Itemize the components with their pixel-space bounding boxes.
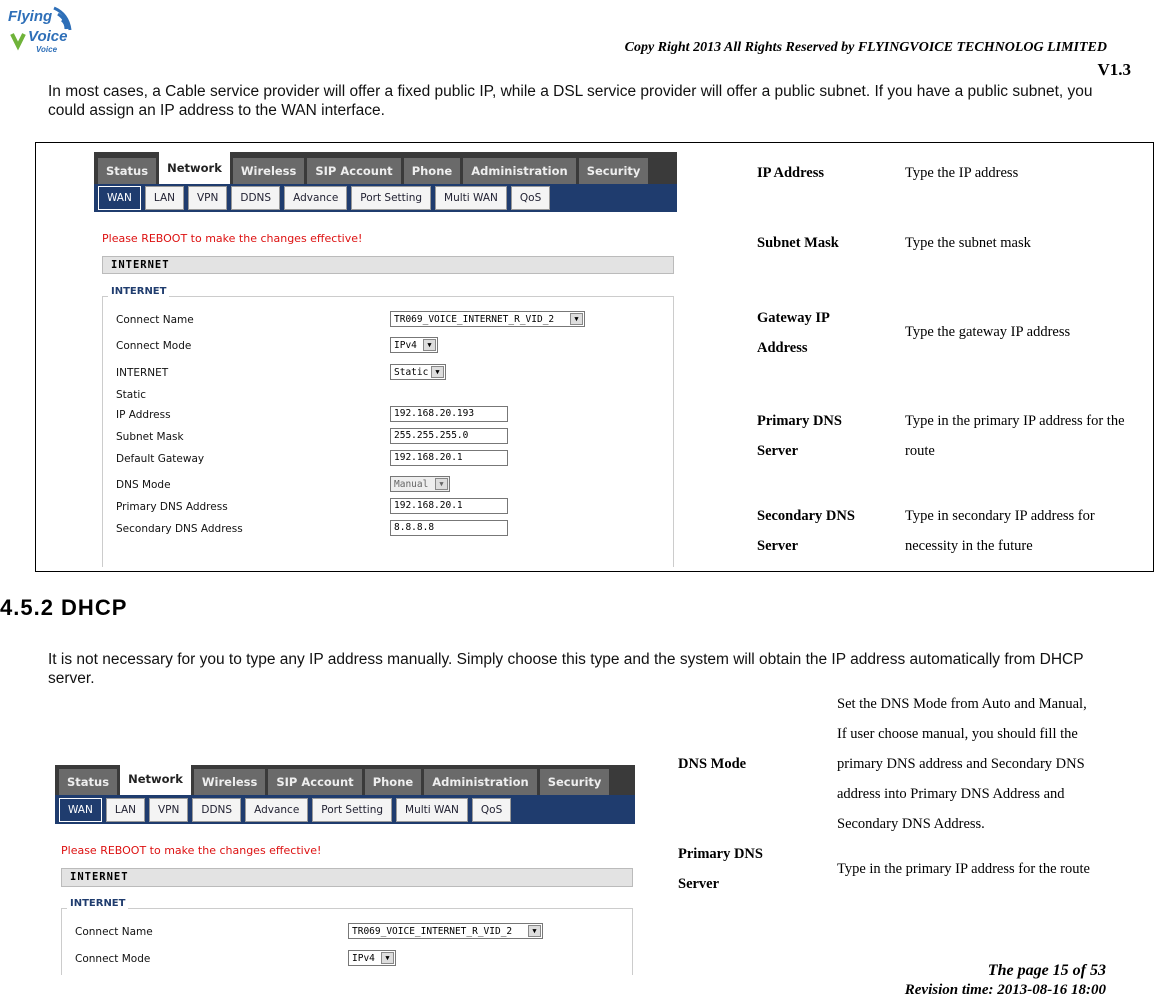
primary-dns-server-term-line1: Primary DNS: [678, 846, 763, 862]
gateway-term-line1: Gateway IP: [757, 310, 830, 326]
ip-address-label: IP Address: [116, 409, 171, 421]
section-title: INTERNET: [102, 256, 674, 274]
subtab-wan[interactable]: WAN: [59, 798, 102, 822]
connect-name-select[interactable]: [390, 311, 585, 327]
connect-mode-label: Connect Mode: [75, 953, 151, 965]
internet-type-label: INTERNET: [116, 367, 169, 379]
logo-word-1: Flying: [8, 8, 53, 25]
secondary-dns-desc-line1: Type in secondary IP address for: [905, 508, 1095, 524]
tab-phone[interactable]: Phone: [404, 158, 461, 184]
tab-administration[interactable]: Administration: [463, 158, 576, 184]
subtab-qos[interactable]: QoS: [472, 798, 511, 822]
flyingvoice-logo: [6, 4, 78, 60]
chevron-down-icon: ▼: [570, 313, 583, 325]
dns-mode-desc-line4: address into Primary DNS Address and: [837, 786, 1065, 802]
secondary-dns-input[interactable]: 8.8.8.8: [390, 520, 508, 536]
tab-security[interactable]: Security: [579, 158, 649, 184]
secondary-dns-desc-line2: necessity in the future: [905, 538, 1033, 554]
subnet-mask-input[interactable]: 255.255.255.0: [390, 428, 508, 444]
tab-security[interactable]: Security: [540, 769, 610, 795]
tab-status[interactable]: Status: [59, 769, 117, 795]
dns-mode-select[interactable]: [390, 476, 450, 492]
dns-mode-value: Manual: [394, 479, 429, 490]
logo-word-2: Voice: [28, 28, 68, 45]
primary-dns-server-desc: Type in the primary IP address for the route: [837, 861, 1090, 877]
default-gateway-input[interactable]: 192.168.20.1: [390, 450, 508, 466]
connect-mode-select[interactable]: [390, 337, 438, 353]
ip-address-desc: Type the IP address: [905, 165, 1019, 181]
internet-type-select[interactable]: [390, 364, 446, 380]
dhcp-paragraph: It is not necessary for you to type any IP address manually. Simply choose this type and the system will obtain the IP address automatically from DHCP server.: [48, 651, 1084, 687]
internet-type-value: Static: [394, 367, 429, 378]
chevron-down-icon: ▼: [435, 478, 448, 490]
primary-dns-desc-line1: Type in the primary IP address for the: [905, 413, 1125, 429]
subtab-vpn[interactable]: VPN: [149, 798, 188, 822]
sub-tab-bar: [55, 795, 635, 824]
primary-dns-input[interactable]: 192.168.20.1: [390, 498, 508, 514]
main-tab-bar: [55, 765, 635, 795]
subtab-advance[interactable]: Advance: [245, 798, 308, 822]
connect-mode-select[interactable]: [348, 950, 396, 966]
intro-paragraph: In most cases, a Cable service provider will offer a fixed public IP, while a DSL service provider will offer a public subnet. If you have a public subnet, you could assign an IP address to the WAN interface.: [48, 83, 1093, 119]
dns-mode-desc-line2: If user choose manual, you should fill the: [837, 726, 1078, 742]
connect-mode-label: Connect Mode: [116, 340, 192, 352]
subtab-multi-wan[interactable]: Multi WAN: [396, 798, 468, 822]
chevron-down-icon: ▼: [423, 339, 436, 351]
wan-static-screenshot: [94, 152, 677, 567]
primary-dns-server-term-line2: Server: [678, 876, 720, 892]
main-tab-bar: [94, 152, 677, 184]
tab-sip-account[interactable]: SIP Account: [268, 769, 361, 795]
subtab-ddns[interactable]: DDNS: [192, 798, 241, 822]
tab-phone[interactable]: Phone: [365, 769, 422, 795]
primary-dns-label: Primary DNS Address: [116, 501, 228, 513]
subnet-mask-label: Subnet Mask: [116, 431, 184, 443]
chevron-down-icon: ▼: [528, 925, 541, 937]
section-title: INTERNET: [61, 868, 633, 887]
subtab-lan[interactable]: LAN: [106, 798, 145, 822]
chevron-down-icon: ▼: [381, 952, 394, 964]
sub-tab-bar: [94, 184, 677, 212]
dns-mode-term: DNS Mode: [678, 756, 747, 772]
connect-name-label: Connect Name: [116, 314, 194, 326]
reboot-notice: Please REBOOT to make the changes effective!: [102, 232, 363, 245]
tab-network[interactable]: Network: [120, 765, 191, 795]
secondary-dns-label: Secondary DNS Address: [116, 523, 243, 535]
connect-mode-value: IPv4: [352, 953, 375, 964]
subnet-mask-desc: Type the subnet mask: [905, 235, 1031, 251]
static-label: Static: [116, 389, 147, 401]
subtab-multi-wan[interactable]: Multi WAN: [435, 186, 507, 210]
fieldset-legend: INTERNET: [108, 286, 169, 297]
footer-revision: Revision time: 2013-08-16 18:00: [904, 982, 1106, 998]
subtab-advance[interactable]: Advance: [284, 186, 347, 210]
header-version: V1.3: [1097, 60, 1131, 79]
tab-status[interactable]: Status: [98, 158, 156, 184]
secondary-dns-term-line1: Secondary DNS: [757, 508, 855, 524]
tab-sip-account[interactable]: SIP Account: [307, 158, 400, 184]
header-copyright: Copy Right 2013 All Rights Reserved by FLYINGVOICE TECHNOLOG LIMITED: [624, 40, 1107, 55]
gateway-desc: Type the gateway IP address: [905, 324, 1071, 340]
subtab-ddns[interactable]: DDNS: [231, 186, 280, 210]
subtab-vpn[interactable]: VPN: [188, 186, 227, 210]
subtab-qos[interactable]: QoS: [511, 186, 550, 210]
dns-mode-desc-line1: Set the DNS Mode from Auto and Manual,: [837, 696, 1087, 712]
tab-wireless[interactable]: Wireless: [233, 158, 305, 184]
ip-address-input[interactable]: 192.168.20.193: [390, 406, 508, 422]
secondary-dns-term-line2: Server: [757, 538, 799, 554]
footer-page-number: The page 15 of 53: [987, 962, 1106, 979]
ip-address-term: IP Address: [757, 165, 825, 181]
connect-name-value: TR069_VOICE_INTERNET_R_VID_2: [394, 314, 555, 325]
connect-name-label: Connect Name: [75, 926, 153, 938]
default-gateway-label: Default Gateway: [116, 453, 205, 465]
dns-mode-label: DNS Mode: [116, 479, 171, 491]
subtab-lan[interactable]: LAN: [145, 186, 184, 210]
subtab-port-setting[interactable]: Port Setting: [312, 798, 392, 822]
tab-wireless[interactable]: Wireless: [194, 769, 266, 795]
reboot-notice: Please REBOOT to make the changes effective!: [61, 844, 322, 857]
subnet-mask-term: Subnet Mask: [757, 235, 839, 251]
primary-dns-term-line1: Primary DNS: [757, 413, 842, 429]
dns-mode-desc-line3: primary DNS address and Secondary DNS: [837, 756, 1085, 772]
connect-name-select[interactable]: [348, 923, 543, 939]
logo-tagline: Voice: [36, 45, 58, 54]
connect-name-value: TR069_VOICE_INTERNET_R_VID_2: [352, 926, 513, 937]
primary-dns-desc-line2: route: [905, 443, 935, 459]
dns-mode-desc-line5: Secondary DNS Address.: [837, 816, 985, 832]
subtab-port-setting[interactable]: Port Setting: [351, 186, 431, 210]
section-heading: 4.5.2 DHCP: [0, 595, 128, 620]
gateway-term-line2: Address: [757, 340, 808, 356]
wan-dhcp-screenshot: [55, 765, 635, 975]
chevron-down-icon: ▼: [431, 366, 444, 378]
fieldset-legend: INTERNET: [67, 898, 128, 909]
subtab-wan[interactable]: WAN: [98, 186, 141, 210]
tab-network[interactable]: Network: [159, 152, 230, 184]
primary-dns-term-line2: Server: [757, 443, 799, 459]
tab-administration[interactable]: Administration: [424, 769, 537, 795]
connect-mode-value: IPv4: [394, 340, 417, 351]
